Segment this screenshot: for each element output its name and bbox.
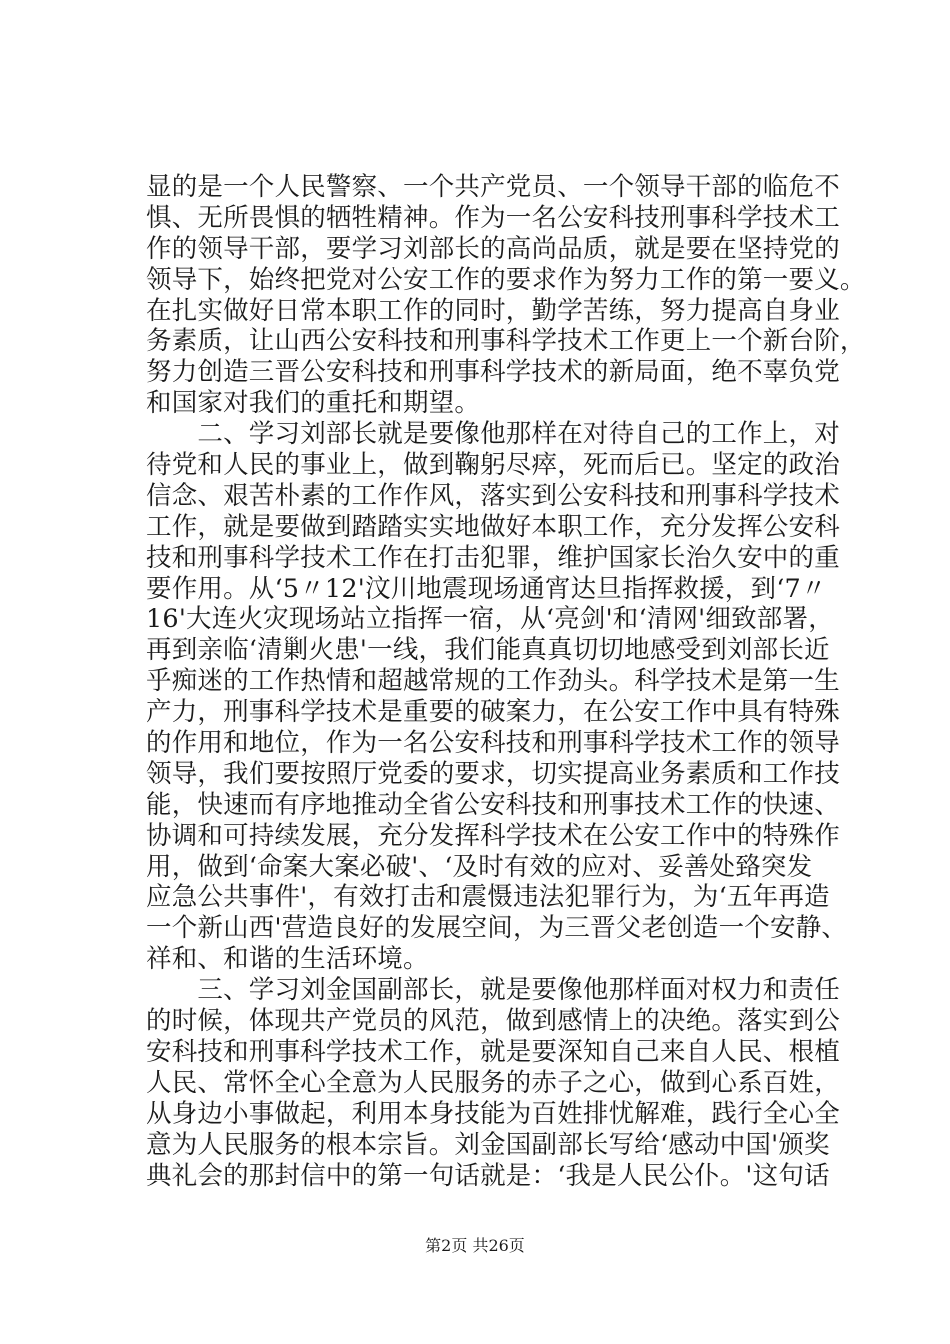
text-line: 协调和可持续发展，充分发挥科学技术在公安工作中的特殊作	[146, 820, 840, 851]
text-line: 从身边小事做起，利用本身技能为百姓排忧解难，践行全心全	[146, 1098, 840, 1129]
text-line: 16'大连火灾现场站立指挥一宿，从‘亮剑'和‘清网'细致部署，	[146, 604, 834, 635]
body-text	[146, 172, 866, 1191]
page-number: 第2页 共26页	[425, 1236, 525, 1255]
text-line: 产力，刑事科学技术是重要的破案力，在公安工作中具有特殊	[146, 697, 840, 728]
text-line: 领导，我们要按照厅党委的要求，切实提高业务素质和工作技	[146, 758, 840, 789]
text-line: 用，做到‘命案大案必破'、‘及时有效的应对、妥善处臵突发	[146, 851, 813, 882]
text-line: 和国家对我们的重托和期望。	[146, 388, 481, 419]
text-line: 务素质，让山西公安科技和刑事科学技术工作更上一个新台阶，	[146, 326, 866, 357]
text-line: 工作，就是要做到踏踏实实地做好本职工作，充分发挥公安科	[146, 511, 840, 542]
text-line: 典礼会的那封信中的第一句话就是：‘我是人民公仆。'这句话	[146, 1160, 830, 1191]
text-line: 能，快速而有序地推动全省公安科技和刑事技术工作的快速、	[146, 789, 840, 820]
text-line: 信念、艰苦朴素的工作作风，落实到公安科技和刑事科学技术	[146, 480, 840, 511]
text-line: 乎痴迷的工作热情和超越常规的工作劲头。科学技术是第一生	[146, 666, 840, 697]
text-line: 三、学习刘金国副部长，就是要像他那样面对权力和责任	[146, 975, 840, 1006]
text-line: 意为人民服务的根本宗旨。刘金国副部长写给‘感动中国'颁奖	[146, 1129, 830, 1160]
text-line: 技和刑事科学技术工作在打击犯罪，维护国家长治久安中的重	[146, 542, 840, 573]
text-line: 安科技和刑事科学技术工作，就是要深知自己来自人民、根植	[146, 1036, 840, 1067]
text-line: 惧、无所畏惧的牺牲精神。作为一名公安科技刑事科学技术工	[146, 202, 840, 233]
text-line: 祥和、和谐的生活环境。	[146, 944, 429, 975]
text-line: 应急公共事件'，有效打击和震慑违法犯罪行为，为‘五年再造	[146, 882, 830, 913]
text-line: 的作用和地位，作为一名公安科技和刑事科学技术工作的领导	[146, 728, 840, 759]
text-line: 人民、常怀全心全意为人民服务的赤子之心，做到心系百姓，	[146, 1067, 840, 1098]
text-line: 作的领导干部，要学习刘部长的高尚品质，就是要在坚持党的	[146, 233, 840, 264]
page-footer	[0, 1236, 950, 1256]
text-line: 努力创造三晋公安科技和刑事科学技术的新局面，绝不辜负党	[146, 357, 840, 388]
text-line: 在扎实做好日常本职工作的同时，勤学苦练，努力提高自身业	[146, 295, 840, 326]
text-line: 领导下，始终把党对公安工作的要求作为努力工作的第一要义。	[146, 264, 866, 295]
text-line: 的时候，体现共产党员的风范，做到感情上的决绝。落实到公	[146, 1006, 840, 1037]
text-line: 二、学习刘部长就是要像他那样在对待自己的工作上，对	[146, 419, 840, 450]
text-line: 显的是一个人民警察、一个共产党员、一个领导干部的临危不	[146, 172, 840, 202]
text-line: 一个新山西'营造良好的发展空间，为三晋父老创造一个安静、	[146, 913, 848, 944]
text-line: 要作用。从‘5〃12'汶川地震现场通宵达旦指挥救援，到‘7〃	[146, 573, 827, 604]
text-line: 再到亲临‘清剿火患'一线，我们能真真切切地感受到刘部长近	[146, 635, 830, 666]
text-line: 待党和人民的事业上，做到鞠躬尽瘁，死而后已。坚定的政治	[146, 450, 840, 481]
